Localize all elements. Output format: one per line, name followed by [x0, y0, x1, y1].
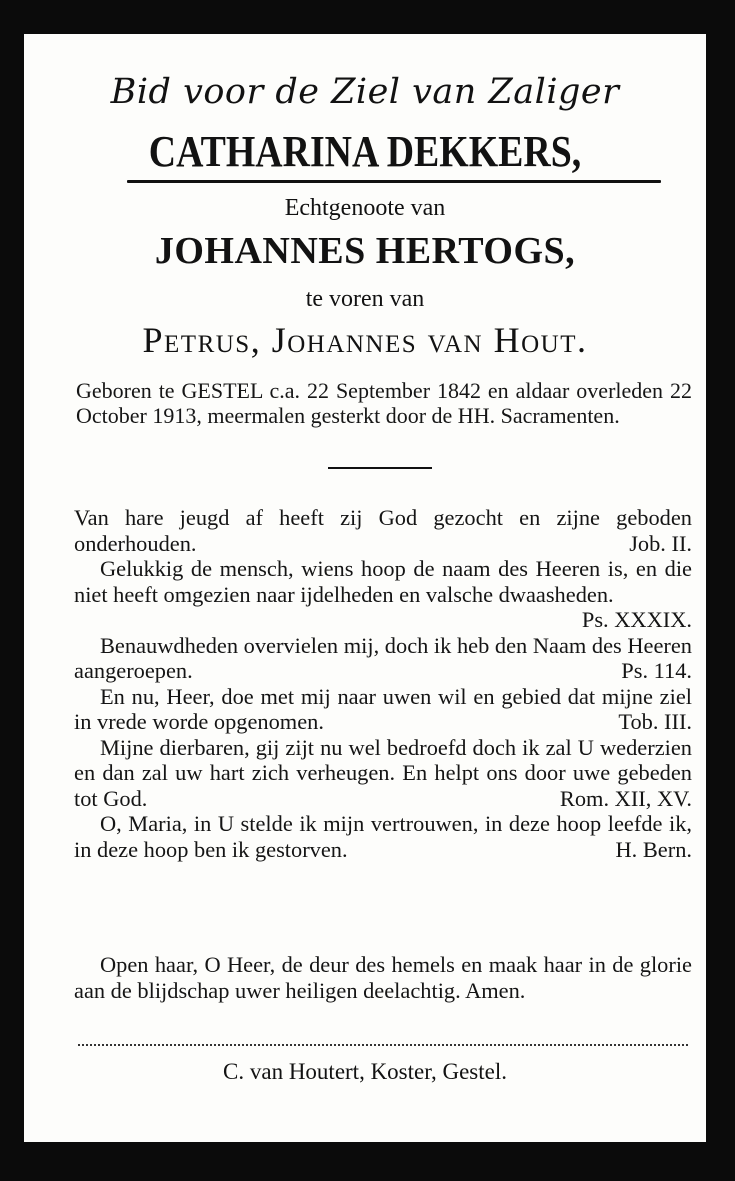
title-underline [127, 180, 661, 183]
spouse-name: JOHANNES HERTOGS, [154, 230, 576, 272]
verse-reference: Job. II. [629, 530, 692, 556]
biography-text: Geboren te GESTEL c.a. 22 September 1842 en aldaar overleden 22 October 1913, meermalen gesterkt door de HH. Sacramenten. [76, 378, 692, 428]
verse-text: Benauwdheden overvielen mij, doch ik heb den Naam des Heeren aangeroepen. [74, 632, 692, 683]
closing-prayer: Open haar, O Heer, de deur des hemels en maak haar in de glorie aan de blijdschap uwer heiligen deelachtig. Amen. [74, 952, 692, 1003]
printer-credit: C. van Houtert, Koster, Gestel. [223, 1059, 507, 1084]
spouse-label: Echtgenoote van [284, 195, 446, 221]
biography [76, 378, 692, 428]
verse-reference: Ps. 114. [621, 658, 692, 683]
verse [74, 811, 692, 862]
verse-text: Gelukkig de mensch, wiens hoop de naam des Heeren is, en die niet heeft omgezien naar ijdelheden en valsche dwaasheden. [74, 556, 692, 607]
section-divider [328, 467, 432, 469]
verse [74, 505, 692, 556]
dotted-divider [78, 1044, 688, 1046]
verse-reference: H. Bern. [615, 836, 692, 862]
verse-text: En nu, Heer, doe met mij naar uwen wil en gebied dat mijne ziel in vrede worde opgenomen. [74, 683, 692, 734]
verse [74, 684, 692, 735]
deceased-name: CATHARINA DEKKERS, [148, 127, 582, 176]
invocation-heading: Bid voor de Ziel van Zaliger [110, 72, 620, 112]
memorial-card [24, 34, 706, 1142]
verse-text: O, Maria, in U stelde ik mijn vertrouwen, in deze hoop leefde ik, in deze hoop ben ik gestorven. [74, 811, 692, 862]
previous-spouse-name: Petrus, Johannes van Hout. [142, 320, 588, 360]
verses-block [74, 505, 692, 862]
verse [74, 556, 692, 633]
verse-reference: Ps. XXXIX. [581, 607, 692, 632]
verse [74, 633, 692, 684]
verse [74, 735, 692, 812]
verse-reference: Tob. III. [618, 709, 692, 734]
verse-text: Van hare jeugd af heeft zij God gezocht en zijne geboden onderhouden. [74, 505, 692, 556]
previous-spouse-label: te voren van [305, 286, 425, 312]
verse-reference: Rom. XII, XV. [559, 785, 692, 811]
verse-text: Mijne dierbaren, gij zijt nu wel bedroefd doch ik zal U wederzien en dan zal uw hart zich verheugen. En helpt ons door uwe gebeden tot God. [74, 734, 692, 811]
